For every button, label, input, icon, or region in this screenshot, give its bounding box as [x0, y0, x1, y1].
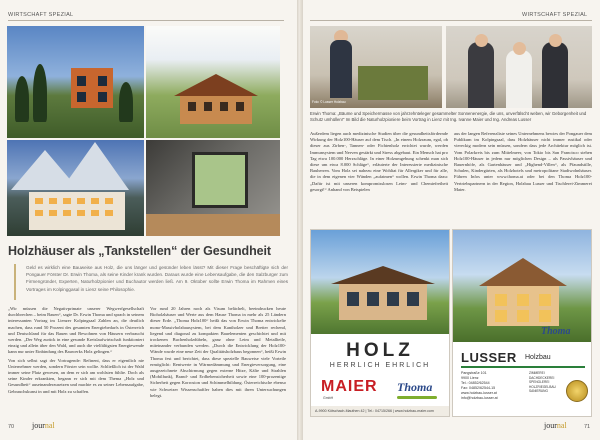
person-head	[513, 42, 526, 55]
speaker-body	[330, 40, 352, 98]
section-label: WIRTSCHAFT SPEZIAL	[8, 12, 74, 18]
ad-house-photo	[453, 230, 591, 342]
article-column-3	[310, 131, 448, 195]
paragraph: Vor rund 20 Jahren noch als Visum belächelt, beeindrucken heute Bioholzhäuser und Werte aus dem Hause Thoma in mehr als 25 Ländern dieser Erde. „Thoma Holz100“ heißt das von Erwin Thoma entwickelte mono-Massivholzbausystem, bei dem Kantholzer und Bretter rechend, liegend und diagonal zu kompakten Bauelementen geschichtet und mit trockenen Buchenholzdübeln, ganz ohne Leim und Metallteile, miteinander verbunden werden. „Durch die Entwicklung der Holz100-Wände wurde eine neue Zeit der Qualitätsholzbaus begonnen“, heißt Erwin Thoma fest und berichtet, dass diese spezielle Bauweise viele Vorteile ermöglicht: Rentwerte in Wärmedämmung und Energieversorgung, eine ausgezeichnete Abschirmung gegen externe Hitze, Kälte und Strahlen (Mobilfunk), Brand- und Erdbebensicherheit sowie eine 100-prozentige Sicherheit gegen Korrosion und Schimmelbildung. Österreichische ebenso wie Schweizer Wissenschaftler haben dies mit ihren Untersuchungen belegt.	[150, 306, 286, 398]
hotel-building	[29, 192, 125, 230]
maier-logo-sub: GmbH	[323, 396, 334, 400]
interior-floor	[146, 214, 280, 236]
section-rule	[310, 20, 592, 21]
tree-shape	[33, 64, 47, 122]
ad-house-roof	[479, 258, 567, 286]
photo-hotel-mountains	[7, 140, 144, 236]
person	[468, 42, 494, 108]
ad-house-photo	[311, 230, 449, 334]
section-rule	[8, 20, 284, 21]
thoma-logo: Thoma	[397, 380, 433, 394]
tree-shape	[15, 76, 29, 122]
lead-accent-bar	[14, 264, 16, 300]
person-head	[475, 34, 488, 47]
ad-house-roof	[331, 266, 435, 284]
photo-chalet	[146, 26, 280, 138]
advertisement-lusser[interactable]	[452, 229, 592, 417]
page-number: 71	[584, 424, 591, 430]
photo-caption: Erwin Thoma: „Bäume und Speichermasse von jahrzehnteleger gesammelter Sonnenenergie, die uns, unverfälscht weben, wir Geborgenheit und Schutz umhüllen!“ Im Bild die Naturholzpioniere beim Vortrag in Lienz mit Ing. Ivanne Maier und Ing. Andreas Lusser	[310, 111, 587, 122]
lusser-address: Pangstraße 101 9900 Lienz Tel.: 04852/62544 Fax: 04852/62544-15 www.holzbau-lusser.at info@holzbau-lusser.at	[461, 371, 498, 400]
ad-footer: A-9900 Kötschach-Mauthen 42 | Tel.: 04715/266 | www.holzbau-maier.com	[311, 406, 449, 416]
lusser-logo: LUSSER	[461, 350, 517, 365]
paragraph: „Wir müssen die Negativprimate unserer Wegwerfgesellschaft durchbrechen – beim Bauen“, sagte Dr. Erwin Thoma und sprach in seinem interessanten Vortrag im Lienzer Kolpingsaal Zahlen an, die deutlich machen, dass rund 50 Prozent des gesamten Energiebedarfs in Österreich und Deutschland für das Bauen und Bewohnen von Häusern verbraucht werden. „Der Weg zurück in eine gesunde Kreislaufwirtschaft funktioniert einzig und allein über den Wald, und auch die vielfältigsten Energiewende kann nur unter Einbindung des Bauwerks Holz gelingen.“	[8, 306, 145, 355]
page-number: 70	[8, 424, 15, 430]
person	[542, 42, 568, 108]
article-column-4	[454, 131, 592, 195]
tree-shape	[119, 82, 133, 122]
person	[506, 50, 532, 108]
paragraph: Von sich selbst sagt der Vortragende: Refinent, dass er eigentlich nie Unternehmer werden, sondern Förster sein wollte. Schließlich ist der Wald immer seine Platz gewesen, an dem er sich am wohlsten fühlte. Doch als seine Kinder erkrankten, begann er sich mit dem Thema „Holz und Gesundheit“ auseinanderzusetzen und machte es zu seiner Lebensaufgabe, Gebrauchskunst in und mit Holz zu schaffen.	[8, 357, 144, 394]
ad-house-body	[339, 284, 427, 320]
paragraph: aus der langen Referenzliste seines Unternehmens bewies der Pongauer dem Publikum im Kolpingsaal, dass Holzhäuser nicht immer rustikal oder viereckig modern sein müssen, sondern dass jede Architektur möglich ist. Vom Polarkreis bis zum Mittelmeer, von Tokio bis San Francisco stehen Holz100-Häuser in jedem nur möglichen Design – als Passivhäuser und Bauernhöfe, als Gartenhäuser und „Highend-Villen“, als Pfaundstille, Schulen, Kindergärten, als Holzhotels und metropolitane Stadtwohnhäuser. Führen Infos unter www.thoma.at oder bei den Thoma Holz100-Vertriebspartnern in der Region, Holzbau Lusser und Tischlerei-Zimmerei Maier.	[454, 131, 592, 192]
photo-modern-house	[7, 26, 144, 138]
photo-interior	[146, 140, 280, 236]
article-column-1	[8, 306, 144, 397]
article-headline: Holzhäuser als „Tankstellen“ der Gesundheit	[8, 244, 271, 258]
article-lead: Geld es wirklich eine Bauweise aus Holz, die uns länger und gesünder leben lässt? Mit dieser Frage beschäftigte sich der Pongauer Förster Dr. Erwin Thoma, als seine Kinder krank wurden. Daraus wurde eine Lebensaufgabe, die den Salzburger zum Firmengründer, Experten, Naturholzpionier und Buchautor werden ließ. Am 9. Oktober sollte Erwin Thoma im Rahmen eines Vortrages im Kolpinggasal in Lienz seine Philosophie.	[26, 265, 288, 292]
interior-window	[192, 152, 248, 208]
lusser-rule	[461, 366, 585, 368]
maier-logo: MAIER	[321, 378, 378, 395]
ad-headline: HOLZ	[346, 340, 414, 361]
section-label: WIRTSCHAFT SPEZIAL	[522, 12, 588, 18]
chalet-body	[180, 96, 252, 124]
left-page	[0, 0, 298, 440]
house-cube	[71, 68, 113, 108]
person-head	[549, 34, 562, 47]
magazine-logo: journal	[32, 421, 55, 430]
ad-house-body	[487, 286, 559, 326]
thoma-logo: Thoma	[541, 326, 571, 337]
ad-subline: HERRLICH EHRLICH	[329, 362, 431, 369]
photo-credit: Foto: © Lusser Holzbau	[312, 100, 346, 104]
mountain-peak	[61, 142, 129, 190]
display-table	[358, 66, 428, 100]
photo-three-people	[446, 26, 592, 108]
right-page	[302, 0, 600, 440]
paragraph: Außerdem liegen auch medizinische Studien über die gesundheitsfördernde Wirkung der Holz100-Häuser auf dem Tisch. „In einem Holzraum, egal, ob dieser aus Zirben-, Tannen- oder Fichtenholz errichtet wurde, werden Immunsystem und Nerven gestärkt und Stress abgebaut. Ein Mensch hat pro Tag etwa 100.000 Herzschläge. In einer Holzumgebung schenkt man sich diese um etwa 8.000 Schläge“, erläuterte der Interessierte medizinische Bauherren. Vom Holz sei nahezu eine Wohltat für Allergiker und für alle, die in dem eigenen vier Wänden „aufatmen“ wollen. Erwin Thoma dazu: „Dafür ist mit unseren kompromisslosen Leim- und Chemiefreiheit gesorgt!“ Anhand von Beispielen	[310, 131, 448, 192]
chalet-roof	[174, 74, 258, 96]
magazine-logo: journal	[544, 421, 567, 430]
lusser-services: ZIMMEREI DACHDECKEREI SPENGLEREI HOLZRIEGELBAU SANIERUNG	[529, 371, 556, 394]
thoma-logo-swoosh	[397, 396, 437, 399]
article-column-2	[150, 306, 286, 401]
lusser-logo-sub: Holzbau	[525, 354, 551, 361]
award-seal-icon	[566, 380, 588, 402]
photo-speaker	[310, 26, 442, 108]
advertisement-maier[interactable]	[310, 229, 450, 417]
